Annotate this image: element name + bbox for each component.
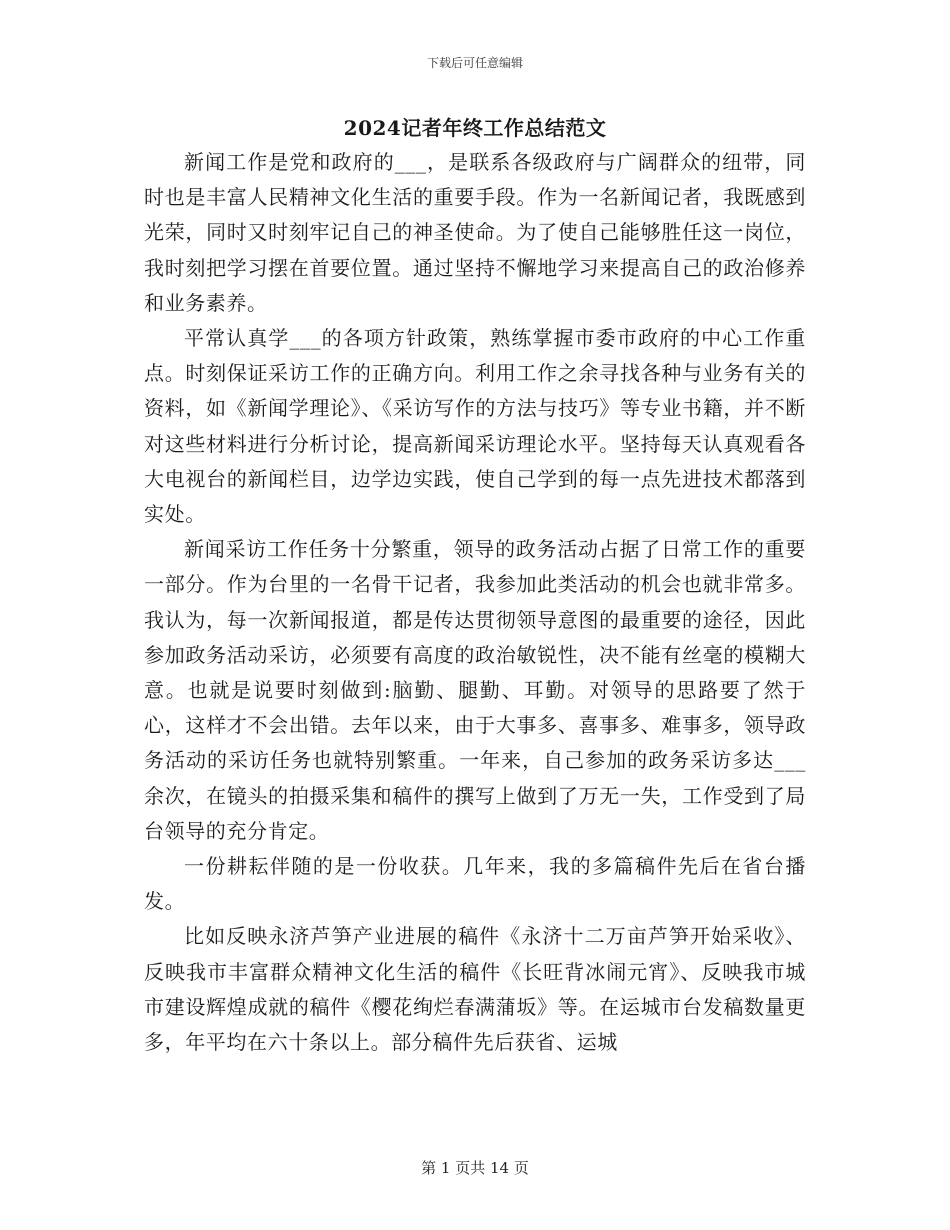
- paragraph-5: 比如反映永济芦笋产业进展的稿件《永济十二万亩芦笋开始采收》、反映我市丰富群众精神文化生活的稿件《长旺背冰闹元宵》、反映我市城市建设辉煌成就的稿件《樱花绚烂春满蒲坂》等。在运城市台发稿数量更多，年平均在六十条以上。部分稿件先后获省、运城: [144, 924, 806, 1055]
- page-number-footer: 第 1 页共 14 页: [421, 1159, 529, 1177]
- page-header-note: 下载后可任意编辑: [426, 56, 523, 70]
- paragraph-3: 新闻采访工作任务十分繁重，领导的政务活动占据了日常工作的重要一部分。作为台里的一名骨干记者，我参加此类活动的机会也就非常多。我认为，每一次新闻报道，都是传达贯彻领导意图的最重要的途径，因此参加政务活动采访，必须要有高度的政治敏锐性，决不能有丝毫的模糊大意。也就是说要时刻做到:脑勤、腿勤、耳勤。对领导的思路要了然于心，这样才不会出错。去年以来，由于大事多、喜事多、难事多，领导政务活动的采访任务也就特别繁重。一年来，自己参加的政务采访多达___余次，在镜头的拍摄采集和稿件的撰写上做到了万无一失，工作受到了局台领导的充分肯定。: [144, 537, 806, 843]
- paragraph-1: 新闻工作是党和政府的___，是联系各级政府与广阔群众的纽带，同时也是丰富人民精神文化生活的重要手段。作为一名新闻记者，我既感到光荣，同时又时刻牢记自己的神圣使命。为了使自己能够胜任这一岗位，我时刻把学习摆在首要位置。通过坚持不懈地学习来提高自己的政治修养和业务素养。: [144, 150, 806, 315]
- document-title: 2024记者年终工作总结范文: [343, 116, 607, 140]
- paragraph-2: 平常认真学___的各项方针政策，熟练掌握市委市政府的中心工作重点。时刻保证采访工作的正确方向。利用工作之余寻找各种与业务有关的资料，如《新闻学理论》、《采访写作的方法与技巧》等专业书籍，并不断对这些材料进行分析讨论，提高新闻采访理论水平。坚持每天认真观看各大电视台的新闻栏目，边学边实践，使自己学到的每一点先进技术都落到实处。: [144, 326, 806, 527]
- document-body: [144, 145, 806, 1060]
- paragraph-4: 一份耕耘伴随的是一份收获。几年来，我的多篇稿件先后在省台播发。: [144, 854, 806, 914]
